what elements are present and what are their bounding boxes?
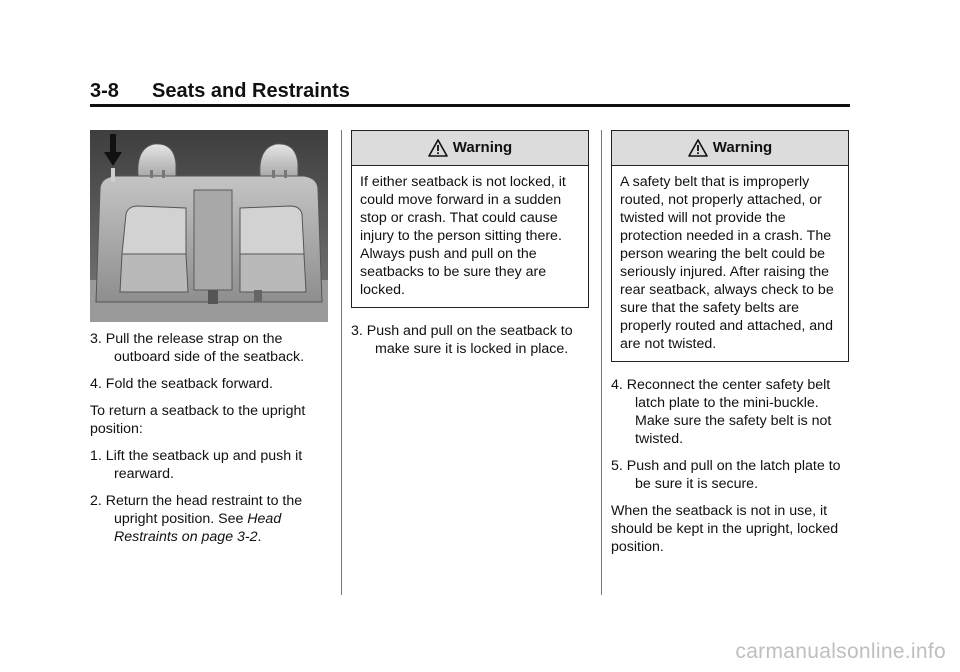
warning-box <box>611 130 849 362</box>
step-1-text: 1. Lift the seatback up and push it rearward. <box>90 448 303 482</box>
warning-text: If either seatback is not locked, it could move forward in a sudden stop or crash. That could cause injury to the person sitting there. Always push and pull on the seatbacks to be sure they are locked. <box>360 174 566 298</box>
head-restraints-reference: Head Restraints on page 3-2 <box>114 511 282 545</box>
warning-body <box>612 166 848 361</box>
warning-header <box>352 131 588 166</box>
column-3 <box>611 130 849 565</box>
column-divider <box>341 130 342 595</box>
step-2-body: 2. Return the head restraint to the upright position. See <box>90 493 303 527</box>
warning-header <box>612 131 848 166</box>
warning-title: Warning <box>452 139 513 156</box>
closing-text: When the seatback is not in use, it should be kept in the upright, locked position. <box>611 503 839 555</box>
warning-triangle-icon <box>428 139 448 157</box>
page-number: 3-8 <box>90 80 119 102</box>
warning-box <box>351 130 589 308</box>
step-3-text: 3. Push and pull on the seatback to make sure it is locked in place. <box>351 323 573 357</box>
step-3-text: 3. Pull the release strap on the outboard side of the seatback. <box>90 331 305 365</box>
step-5-text: 5. Push and pull on the latch plate to be sure it is secure. <box>611 458 841 492</box>
step-2-text <box>90 492 328 546</box>
return-intro-text: To return a seatback to the upright position: <box>90 403 306 437</box>
step-4-text: 4. Fold the seatback forward. <box>90 376 273 392</box>
page-header <box>90 80 850 106</box>
column-divider <box>601 130 602 595</box>
header-rule <box>90 104 850 107</box>
step-2-end: . <box>257 529 262 545</box>
section-title: Seats and Restraints <box>152 80 350 102</box>
step-4-text: 4. Reconnect the center safety belt latch plate to the mini-buckle. Make sure the safety belt is not twisted. <box>611 377 832 447</box>
rear-seat-illustration <box>90 130 328 322</box>
warning-text: A safety belt that is improperly routed, not properly attached, or twisted will not provide the protection needed in a crash. The person wearing the belt could be seriously injured. After raising the rear seatback, always check to be sure that the safety belts are properly routed and attached, and are not twisted. <box>620 174 834 352</box>
warning-title: Warning <box>712 139 773 156</box>
warning-body <box>352 166 588 307</box>
column-1 <box>90 130 328 555</box>
warning-triangle-icon <box>688 139 708 157</box>
column-2 <box>351 130 589 367</box>
watermark-text: carmanualsonline.info <box>735 640 946 663</box>
